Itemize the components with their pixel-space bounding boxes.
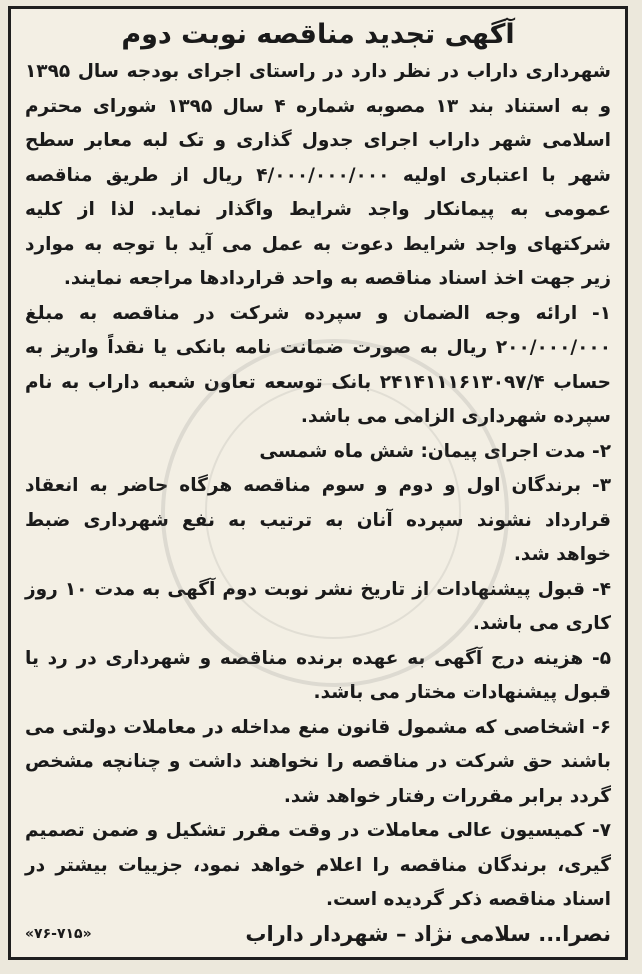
notice-item-1: ۱- ارائه وجه الضمان و سپرده شرکت در مناقصه به مبلغ ۲۰۰/۰۰۰/۰۰۰ ریال به صورت ضمانت نامه بانکی یا نقداً واریز به حساب ۲۴۱۴۱۱۱۶۱۳۰۹۷/۴ بانک توسعه تعاون شعبه داراب به نام سپرده شهرداری الزامی می باشد. xyxy=(25,302,611,427)
notice-item-3: ۳- برندگان اول و دوم و سوم مناقصه هرگاه حاضر به انعقاد قرارداد نشوند سپرده آنان به ترتیب به نفع شهرداری ضبط خواهد شد. xyxy=(25,475,611,565)
notice-item-6: ۶- اشخاصی که مشمول قانون منع مداخله در معاملات دولتی می باشند حق شرکت در مناقصه را نخواهند داشت و چنانچه مشخص گردد برابر مقررات رفتار خواهد شد. xyxy=(25,716,611,807)
notice-item-4: ۴- قبول پیشنهادات از تاریخ نشر نوبت دوم آگهی به مدت ۱۰ روز کاری می باشد. xyxy=(25,578,611,634)
notice-item-2: ۲- مدت اجرای پیمان: شش ماه شمسی xyxy=(259,440,611,462)
notice-code: «۷۶-۷۱۵» xyxy=(25,926,92,942)
notice-title: آگهی تجدید مناقصه نوبت دوم xyxy=(121,19,515,50)
notice-intro: شهرداری داراب در نظر دارد در راستای اجرای بودجه سال ۱۳۹۵ و به استناد بند ۱۳ مصوبه شماره ۴ سال ۱۳۹۵ شورای محترم اسلامی شهر داراب اجرای جدول گذاری و تک لبه معابر سطح شهر با اعتباری اولیه ۴/۰۰۰/۰۰۰/۰۰۰ ریال از طریق مناقصه عمومی به پیمانکار واجد شرایط واگذار نماید. لذا از کلیه شرکتهای واجد شرایط دعوت به عمل می آید با توجه به موارد زیر جهت اخذ اسناد مناقصه به واحد قراردادها مراجعه نمایند. xyxy=(25,61,611,289)
notice-item-7: ۷- کمیسیون عالی معاملات در وقت مقرر تشکیل و ضمن تصمیم گیری، برندگان مناقصه را اعلام خواهد نمود، جزییات بیشتر در اسناد مناقصه ذکر گردیده است. xyxy=(25,820,611,910)
notice-item-5: ۵- هزینه درج آگهی به عهده برنده مناقصه و شهرداری در رد یا قبول پیشنهادات مختار می باشد. xyxy=(25,647,611,703)
signature-line: نصرا... سلامی نژاد – شهردار داراب xyxy=(245,922,611,946)
notice-footer xyxy=(25,917,611,951)
tender-notice xyxy=(8,6,628,960)
